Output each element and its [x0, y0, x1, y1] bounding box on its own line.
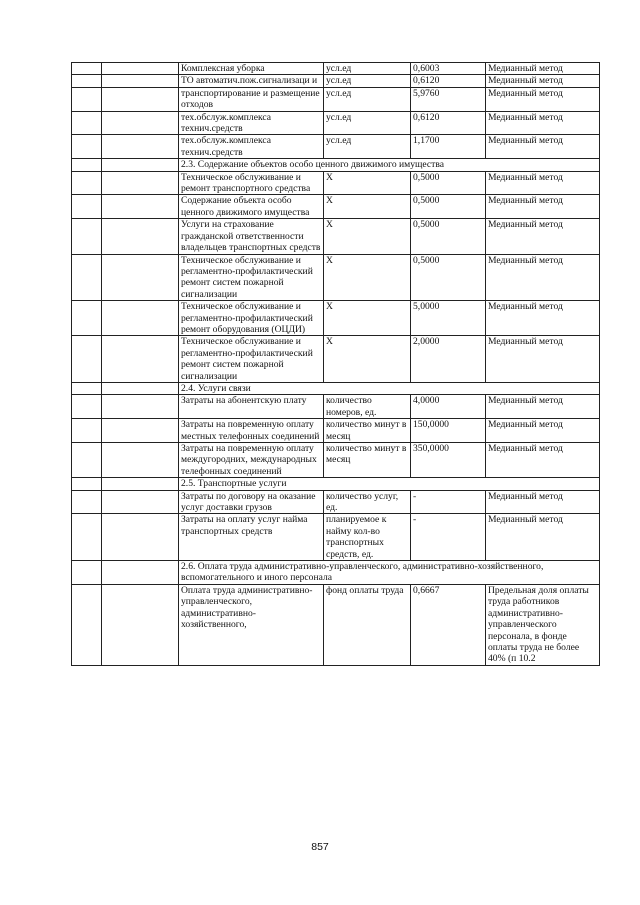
- empty-cell: [72, 195, 102, 219]
- table-row: [72, 395, 600, 419]
- value-cell: 1,1700: [411, 135, 486, 159]
- cost-item-cell: Комплексная уборка: [179, 63, 324, 75]
- table-body: [72, 63, 600, 666]
- empty-cell: [72, 135, 102, 159]
- table-row: [72, 301, 600, 336]
- table-row: [72, 195, 600, 219]
- empty-cell: [72, 171, 102, 195]
- cost-item-cell: Техническое обслуживание и регламентно-профилактический ремонт систем пожарной сигнализации: [179, 336, 324, 383]
- table-row: [72, 254, 600, 301]
- cost-item-cell: Затраты на абонентскую плату: [179, 395, 324, 419]
- unit-cell: количество минут в месяц: [324, 443, 411, 478]
- unit-cell: усл.ед: [324, 63, 411, 75]
- section-header-row: [72, 561, 600, 585]
- page-number: 857: [311, 841, 329, 853]
- table-row: [72, 219, 600, 254]
- empty-cell: [102, 63, 179, 75]
- empty-cell: [72, 514, 102, 561]
- unit-cell: количество минут в месяц: [324, 419, 411, 443]
- empty-cell: [102, 478, 179, 490]
- method-cell: Медианный метод: [486, 395, 600, 419]
- unit-cell: усл.ед: [324, 87, 411, 111]
- method-cell: Медианный метод: [486, 135, 600, 159]
- table-row: [72, 336, 600, 383]
- value-cell: -: [411, 490, 486, 514]
- cost-item-cell: Оплата труда административно-управленческого, административно-хозяйственного,: [179, 584, 324, 665]
- value-cell: 0,6120: [411, 111, 486, 135]
- table-row: [72, 75, 600, 87]
- value-cell: 350,0000: [411, 443, 486, 478]
- cost-item-cell: Затраты на повременную оплату местных телефонных соединений: [179, 419, 324, 443]
- table-row: [72, 443, 600, 478]
- empty-cell: [72, 254, 102, 301]
- cost-item-cell: Техническое обслуживание и ремонт транспортного средства: [179, 171, 324, 195]
- unit-cell: X: [324, 301, 411, 336]
- cost-item-cell: Содержание объекта особо ценного движимого имущества: [179, 195, 324, 219]
- unit-cell: фонд оплаты труда: [324, 584, 411, 665]
- table-row: [72, 419, 600, 443]
- table-row: [72, 135, 600, 159]
- section-title: 2.6. Оплата труда административно-управленческого, административно-хозяйственного, вспомогательного и иного персонала: [179, 561, 600, 585]
- empty-cell: [102, 87, 179, 111]
- cost-item-cell: транспортирование и размещение отходов: [179, 87, 324, 111]
- cost-item-cell: ТО автоматич.пож.сигнализаци и: [179, 75, 324, 87]
- empty-cell: [72, 419, 102, 443]
- empty-cell: [102, 135, 179, 159]
- unit-cell: X: [324, 219, 411, 254]
- empty-cell: [102, 336, 179, 383]
- empty-cell: [102, 419, 179, 443]
- empty-cell: [72, 561, 102, 585]
- value-cell: 2,0000: [411, 336, 486, 383]
- section-title: 2.5. Транспортные услуги: [179, 478, 600, 490]
- empty-cell: [102, 171, 179, 195]
- cost-item-cell: тех.обслуж.комплекса технич.средств: [179, 111, 324, 135]
- section-header-row: [72, 478, 600, 490]
- empty-cell: [72, 382, 102, 394]
- empty-cell: [102, 395, 179, 419]
- unit-cell: усл.ед: [324, 111, 411, 135]
- method-cell: Медианный метод: [486, 514, 600, 561]
- table-row: [72, 171, 600, 195]
- method-cell: Медианный метод: [486, 195, 600, 219]
- method-cell: Медианный метод: [486, 443, 600, 478]
- unit-cell: количество услуг, ед.: [324, 490, 411, 514]
- empty-cell: [102, 514, 179, 561]
- empty-cell: [72, 219, 102, 254]
- unit-cell: усл.ед: [324, 135, 411, 159]
- method-cell: Медианный метод: [486, 490, 600, 514]
- empty-cell: [102, 219, 179, 254]
- empty-cell: [102, 159, 179, 171]
- empty-cell: [102, 301, 179, 336]
- empty-cell: [72, 87, 102, 111]
- value-cell: 4,0000: [411, 395, 486, 419]
- cost-item-cell: Услуги на страхование гражданской ответственности владельцев транспортных средств: [179, 219, 324, 254]
- value-cell: 0,5000: [411, 219, 486, 254]
- cost-item-cell: тех.обслуж.комплекса технич.средств: [179, 135, 324, 159]
- empty-cell: [102, 111, 179, 135]
- empty-cell: [72, 584, 102, 665]
- unit-cell: X: [324, 254, 411, 301]
- section-header-row: [72, 382, 600, 394]
- value-cell: 5,9760: [411, 87, 486, 111]
- section-title: 2.3. Содержание объектов особо ценного движимого имущества: [179, 159, 600, 171]
- table-row: [72, 514, 600, 561]
- value-cell: 0,6120: [411, 75, 486, 87]
- value-cell: -: [411, 514, 486, 561]
- cost-item-cell: Затраты по договору на оказание услуг доставки грузов: [179, 490, 324, 514]
- method-cell: Медианный метод: [486, 63, 600, 75]
- value-cell: 5,0000: [411, 301, 486, 336]
- section-title: 2.4. Услуги связи: [179, 382, 600, 394]
- table-row: [72, 87, 600, 111]
- value-cell: 0,6667: [411, 584, 486, 665]
- method-cell: Предельная доля оплаты труда работников административно-управленческого персонала, в фонде оплаты труда не более 40% (п 10.2: [486, 584, 600, 665]
- table-row: [72, 111, 600, 135]
- empty-cell: [102, 195, 179, 219]
- method-cell: Медианный метод: [486, 171, 600, 195]
- empty-cell: [102, 561, 179, 585]
- empty-cell: [72, 111, 102, 135]
- unit-cell: X: [324, 195, 411, 219]
- method-cell: Медианный метод: [486, 111, 600, 135]
- cost-item-cell: Затраты на повременную оплату междугородних, международных телефонных соединений: [179, 443, 324, 478]
- document-table: [71, 62, 600, 666]
- unit-cell: X: [324, 336, 411, 383]
- method-cell: Медианный метод: [486, 254, 600, 301]
- cost-item-cell: Техническое обслуживание и регламентно-профилактический ремонт систем пожарной сигнализации: [179, 254, 324, 301]
- section-header-row: [72, 159, 600, 171]
- empty-cell: [72, 336, 102, 383]
- empty-cell: [102, 443, 179, 478]
- unit-cell: усл.ед: [324, 75, 411, 87]
- method-cell: Медианный метод: [486, 87, 600, 111]
- empty-cell: [102, 382, 179, 394]
- method-cell: Медианный метод: [486, 301, 600, 336]
- unit-cell: количество номеров, ед.: [324, 395, 411, 419]
- value-cell: 0,6003: [411, 63, 486, 75]
- cost-item-cell: Техническое обслуживание и регламентно-профилактический ремонт оборудования (ОЦДИ): [179, 301, 324, 336]
- value-cell: 0,5000: [411, 254, 486, 301]
- empty-cell: [72, 301, 102, 336]
- empty-cell: [72, 490, 102, 514]
- table-row: [72, 584, 600, 665]
- empty-cell: [102, 490, 179, 514]
- empty-cell: [72, 478, 102, 490]
- empty-cell: [72, 75, 102, 87]
- method-cell: Медианный метод: [486, 419, 600, 443]
- table-row: [72, 63, 600, 75]
- empty-cell: [72, 395, 102, 419]
- method-cell: Медианный метод: [486, 75, 600, 87]
- unit-cell: планируемое к найму кол-во транспортных средств, ед.: [324, 514, 411, 561]
- empty-cell: [102, 254, 179, 301]
- empty-cell: [72, 443, 102, 478]
- unit-cell: X: [324, 171, 411, 195]
- method-cell: Медианный метод: [486, 219, 600, 254]
- table-row: [72, 490, 600, 514]
- empty-cell: [102, 584, 179, 665]
- value-cell: 0,5000: [411, 195, 486, 219]
- value-cell: 0,5000: [411, 171, 486, 195]
- empty-cell: [102, 75, 179, 87]
- empty-cell: [72, 159, 102, 171]
- cost-item-cell: Затраты на оплату услуг найма транспортных средств: [179, 514, 324, 561]
- method-cell: Медианный метод: [486, 336, 600, 383]
- empty-cell: [72, 63, 102, 75]
- value-cell: 150,0000: [411, 419, 486, 443]
